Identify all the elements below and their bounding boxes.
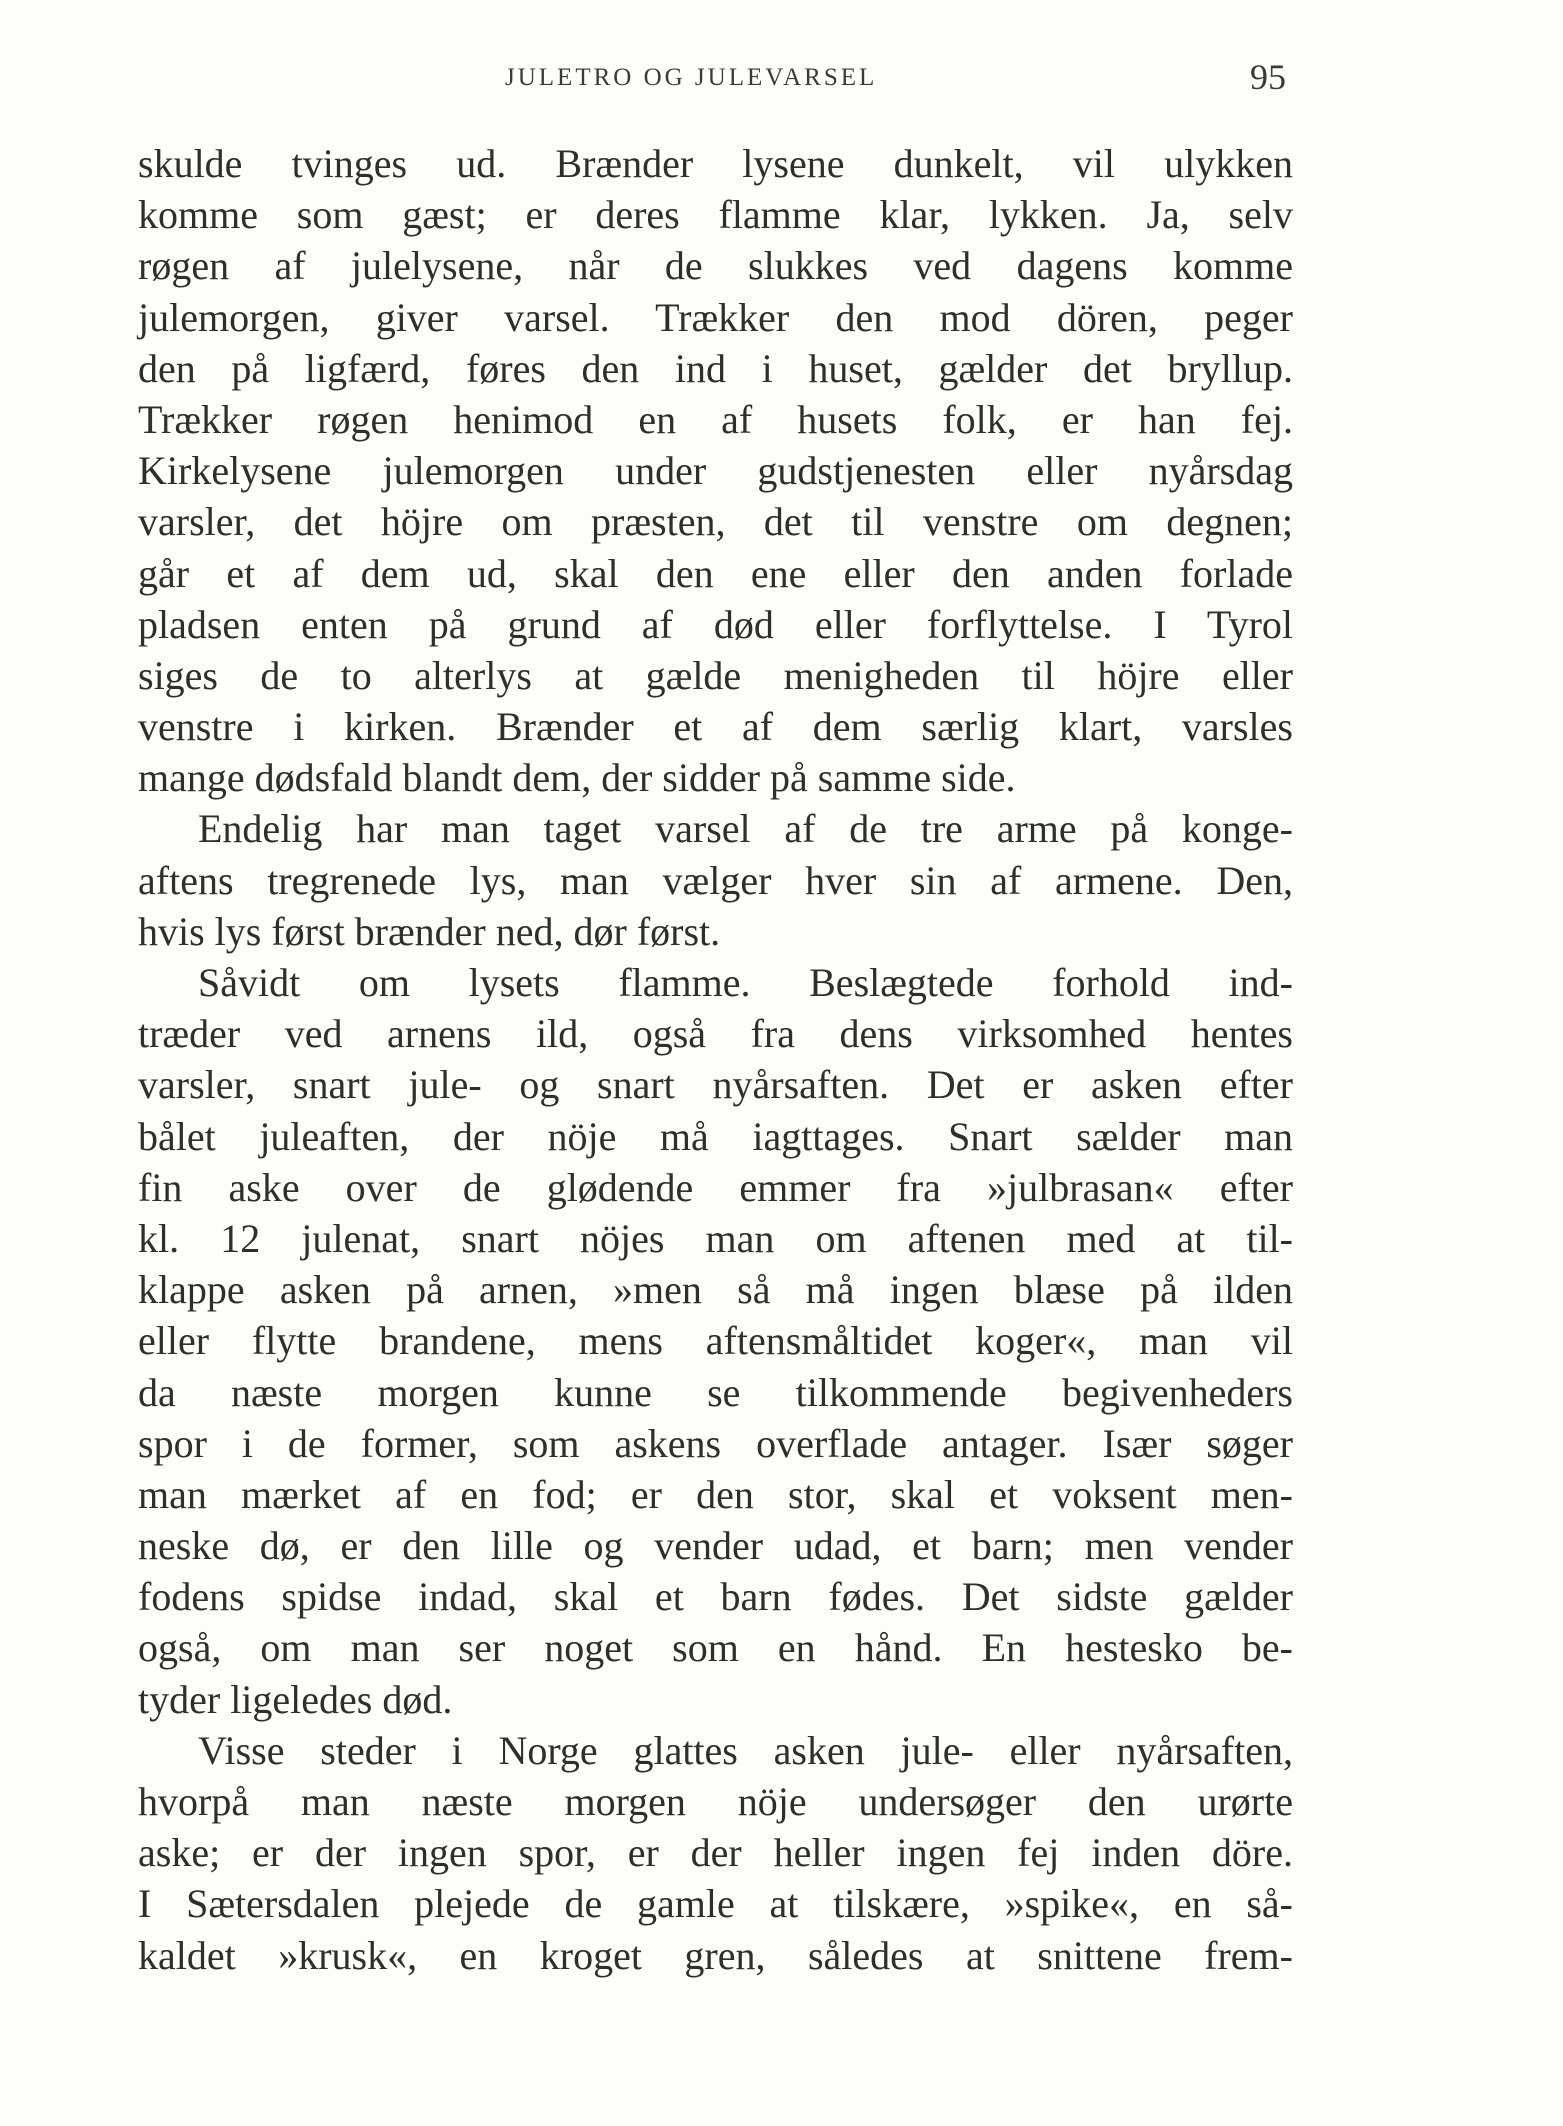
text-line: hvorpå man næste morgen nöje undersøger den urørte [138,1779,1293,1824]
text-line: den på ligfærd, føres den ind i huset, gælder det bryllup. [138,345,1293,391]
page-number: 95 [1250,57,1286,97]
text-line: man mærket af en fod; er den stor, skal et voksent men- [138,1471,1293,1517]
text-line: træder ved arnens ild, også fra dens virksomhed hentes [138,1011,1293,1057]
body-text [138,138,1293,1981]
text-line: røgen af julelysene, når de slukkes ved dagens komme [138,243,1293,289]
text-line: Kirkelysene julemorgen under gudstjenesten eller nyårsdag [138,448,1293,494]
text-line: venstre i kirken. Brænder et af dem særlig klart, varsles [138,704,1293,750]
text-line: aftens tregrenede lys, man vælger hver sin af armene. Den, [138,857,1293,903]
text-line: siges de to alterlys at gælde menigheden til höjre eller [138,652,1293,698]
text-line: går et af dem ud, skal den ene eller den anden forlade [138,550,1293,596]
text-line: pladsen enten på grund af død eller forflyttelse. I Tyrol [138,601,1293,647]
text-line: eller flytte brandene, mens aftensmåltidet koger«, man vil [138,1318,1293,1364]
text-line: skulde tvinges ud. Brænder lysene dunkelt, vil ulykken [138,141,1293,186]
text-line: klappe asken på arnen, »men så må ingen blæse på ilden [138,1267,1293,1313]
text-line: varsler, snart jule- og snart nyårsaften. Det er asken efter [138,1062,1293,1108]
text-line: kl. 12 julenat, snart nöjes man om aftenen med at til- [138,1215,1293,1261]
text-line: mange dødsfald blandt dem, der sidder på samme side. [138,755,1016,801]
text-line: Såvidt om lysets flamme. Beslægtede forhold ind- [198,960,1293,1005]
text-line: da næste morgen kunne se tilkommende begivenheders [138,1369,1293,1415]
text-line: I Sætersdalen plejede de gamle at tilskære, »spike«, en så- [138,1881,1293,1927]
text-line: fin aske over de glødende emmer fra »julbrasan« efter [138,1164,1293,1210]
text-line: spor i de former, som askens overflade antager. Især søger [138,1420,1293,1466]
running-title: JULETRO OG JULEVARSEL [505,64,878,91]
text-line: fodens spidse indad, skal et barn fødes. Det sidste gælder [138,1574,1293,1620]
text-line: kaldet »krusk«, en kroget gren, således at snittene frem- [138,1932,1293,1978]
text-line: Trækker røgen henimod en af husets folk, er han fej. [138,396,1293,442]
text-line: aske; er der ingen spor, er der heller ingen fej inden döre. [138,1830,1293,1876]
text-line: hvis lys først brænder ned, dør først. [138,908,721,954]
text-line: komme som gæst; er deres flamme klar, lykken. Ja, selv [138,192,1293,238]
text-line: varsler, det höjre om præsten, det til venstre om degnen; [138,499,1293,545]
text-line: tyder ligeledes død. [138,1676,453,1722]
text-line: bålet juleaften, der nöje må iagttages. Snart sælder man [138,1113,1293,1159]
text-line: Endelig har man taget varsel af de tre arme på konge- [198,806,1293,852]
text-line: julemorgen, giver varsel. Trækker den mod dören, peger [138,294,1293,340]
text-line: Visse steder i Norge glattes asken jule- eller nyårsaften, [198,1727,1293,1773]
text-line: neske dø, er den lille og vender udad, et barn; men vender [138,1523,1293,1569]
text-line: også, om man ser noget som en hånd. En hestesko be- [138,1625,1293,1671]
